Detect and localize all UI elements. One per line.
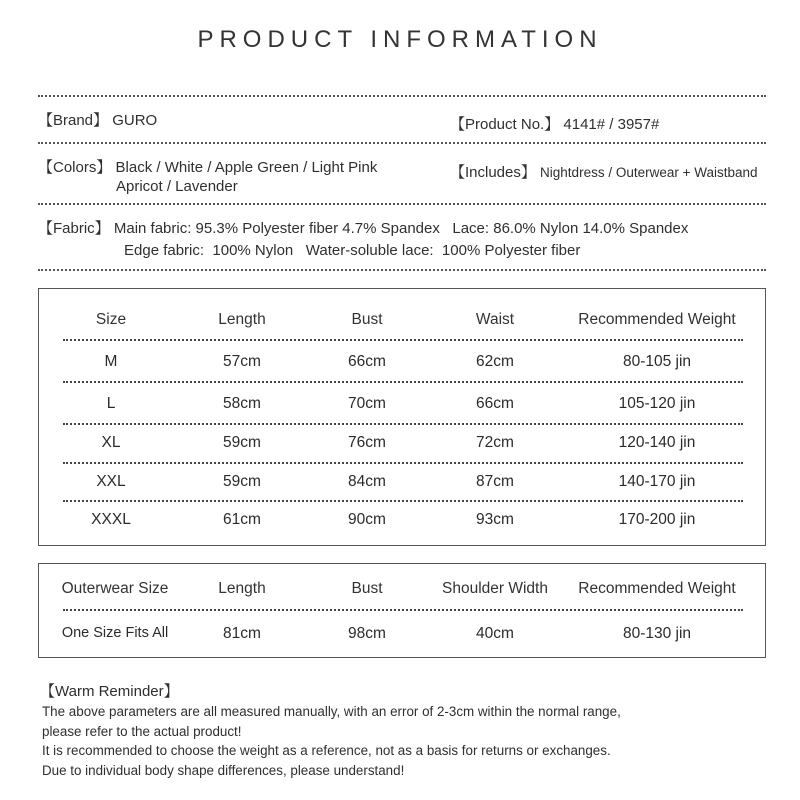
- includes-row: [450, 161, 758, 182]
- row-divider: [63, 500, 743, 502]
- row-divider: [63, 423, 743, 425]
- table-cell: 61cm: [223, 511, 261, 528]
- table-cell: 72cm: [476, 434, 514, 451]
- outerwear-table: [38, 563, 766, 658]
- size-table-header-bust: Bust: [351, 311, 383, 328]
- table-cell: XXXL: [91, 511, 131, 528]
- includes-value: Nightdress / Outerwear + Waistband: [540, 165, 758, 180]
- reminder-line: The above parameters are all measured manually, with an error of 2-3cm within the normal range,: [42, 704, 621, 719]
- product-no-label: 【Product No.】: [450, 116, 560, 133]
- fabric-line1: Main fabric: 95.3% Polyester fiber 4.7% Spandex Lace: 86.0% Nylon 14.0% Spandex: [113, 220, 689, 237]
- table-cell: 120-140 jin: [618, 434, 696, 451]
- reminder-line: It is recommended to choose the weight as a reference, not as a basis for returns or exchanges.: [42, 743, 611, 758]
- reminder-line: please refer to the actual product!: [42, 724, 242, 739]
- fabric-line2: Edge fabric: 100% Nylon Water-soluble lace: 100% Polyester fiber: [124, 242, 581, 259]
- reminder-title: 【Warm Reminder】: [40, 683, 179, 700]
- table-cell: 57cm: [223, 353, 261, 370]
- table-cell: 140-170 jin: [618, 473, 696, 490]
- table-cell: XL: [101, 434, 121, 451]
- table-cell: 66cm: [348, 353, 386, 370]
- table-cell: 80-130 jin: [622, 625, 692, 642]
- divider: [38, 269, 766, 271]
- fabric-row: [38, 217, 688, 238]
- table-cell: 40cm: [476, 625, 514, 642]
- row-divider: [63, 381, 743, 383]
- table-cell: 84cm: [348, 473, 386, 490]
- fabric-label: 【Fabric】: [38, 220, 110, 237]
- table-cell: 81cm: [223, 625, 261, 642]
- row-divider: [63, 462, 743, 464]
- table-cell: 59cm: [223, 473, 261, 490]
- table-cell: 90cm: [348, 511, 386, 528]
- table-cell: 93cm: [476, 511, 514, 528]
- colors-row: [38, 156, 377, 177]
- outerwear-header-weight: Recommended Weight: [578, 580, 736, 597]
- size-table-header-weight: Recommended Weight: [578, 311, 736, 328]
- outerwear-header-size: Outerwear Size: [61, 580, 169, 597]
- outerwear-header-bust: Bust: [351, 580, 383, 597]
- brand-value: GURO: [112, 112, 158, 129]
- size-table-header-size: Size: [95, 311, 127, 328]
- colors-value-line1: Black / White / Apple Green / Light Pink: [115, 159, 378, 176]
- table-cell: M: [104, 353, 118, 370]
- table-cell: XXL: [96, 473, 126, 490]
- table-cell: 59cm: [223, 434, 261, 451]
- table-cell: 66cm: [476, 395, 514, 412]
- table-cell: 105-120 jin: [618, 395, 696, 412]
- row-divider: [63, 339, 743, 341]
- table-cell: 76cm: [348, 434, 386, 451]
- product-no-row: [450, 113, 659, 134]
- divider: [38, 203, 766, 205]
- table-cell: 170-200 jin: [618, 511, 696, 528]
- reminder-line: Due to individual body shape differences, please understand!: [42, 763, 405, 778]
- colors-value-line2: Apricot / Lavender: [116, 178, 238, 195]
- table-cell: 98cm: [348, 625, 386, 642]
- size-table-header-length: Length: [218, 311, 266, 328]
- row-divider: [63, 609, 743, 611]
- size-table: [38, 288, 766, 546]
- table-cell: One Size Fits All: [61, 625, 169, 641]
- brand-label: 【Brand】: [38, 112, 109, 129]
- table-cell: 62cm: [476, 353, 514, 370]
- brand-row: [38, 109, 157, 130]
- page-title: PRODUCT INFORMATION: [197, 26, 603, 53]
- table-cell: 58cm: [223, 395, 261, 412]
- outerwear-header-length: Length: [218, 580, 266, 597]
- outerwear-header-shoulder: Shoulder Width: [442, 580, 548, 597]
- table-cell: 80-105 jin: [622, 353, 692, 370]
- divider: [38, 95, 766, 97]
- table-cell: 87cm: [476, 473, 514, 490]
- table-cell: L: [106, 395, 116, 412]
- product-no-value: 4141# / 3957#: [563, 116, 660, 133]
- divider: [38, 142, 766, 144]
- size-table-header-waist: Waist: [475, 311, 515, 328]
- includes-label: 【Includes】: [450, 164, 536, 181]
- colors-label: 【Colors】: [38, 159, 112, 176]
- table-cell: 70cm: [348, 395, 386, 412]
